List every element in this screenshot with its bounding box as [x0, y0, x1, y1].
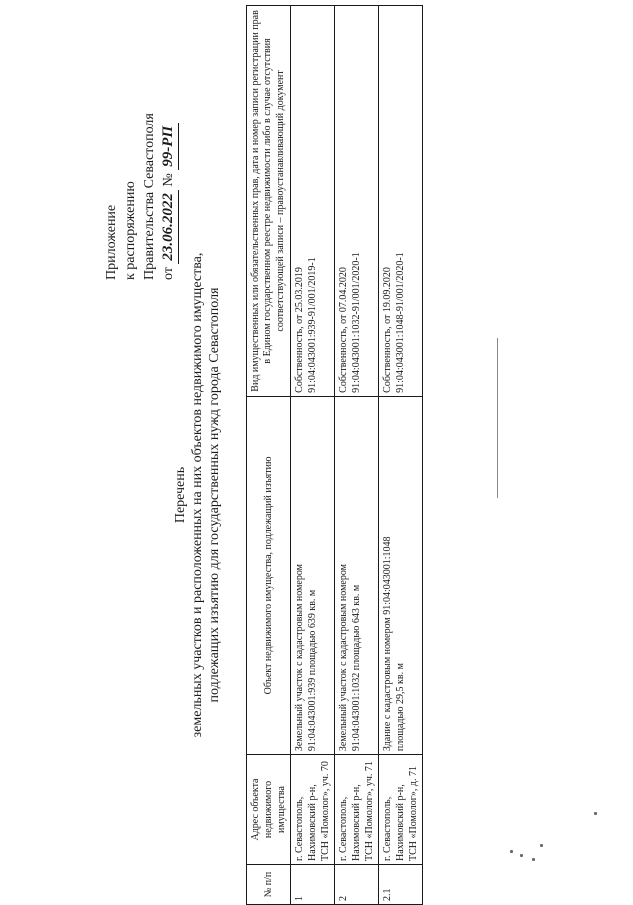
document-title	[172, 235, 223, 755]
row-address	[335, 755, 379, 865]
title-line-3: подлежащих изъятию для государственных нужд города Севастополя	[207, 287, 222, 703]
table-row	[291, 6, 335, 905]
address-line: г. Севастополь,	[338, 796, 349, 861]
scan-speck	[520, 854, 523, 857]
scan-speck	[540, 844, 543, 847]
separator-line	[497, 338, 498, 498]
row-address	[291, 755, 335, 865]
handwritten-date: 23.06.2022	[159, 190, 179, 264]
title-line-2: земельных участков и расположенных на них объектов недвижимого имущества,	[190, 252, 205, 738]
header-object: Объект недвижимого имущества, подлежащий изъятию	[247, 396, 291, 754]
row-rights	[291, 6, 335, 397]
scan-speck	[510, 850, 513, 853]
scan-speck	[594, 812, 597, 815]
rights-line: Собственность, от 19.09.2020	[382, 267, 393, 393]
table-row	[335, 6, 379, 905]
row-object	[291, 396, 335, 754]
row-object	[335, 396, 379, 754]
object-line: 91:04:043001:1032 площадью 643 кв. м	[351, 584, 362, 752]
handwritten-number: 99-РП	[159, 123, 179, 170]
object-line: Здание с кадастровым номером 91:04:043001:1048	[382, 536, 393, 752]
rights-line: 91:04:043001:1048-91/001/2020-1	[395, 252, 406, 393]
address-line: г. Севастополь,	[294, 796, 305, 861]
rights-line: 91:04:043001:1032-91/001/2020-1	[351, 252, 362, 393]
row-num: 2	[335, 864, 379, 904]
row-num: 2.1	[379, 864, 423, 904]
property-table	[246, 5, 423, 905]
number-prefix: №	[161, 173, 176, 187]
appendix-block	[102, 0, 179, 280]
rights-line: Собственность, от 25.03.2019	[294, 267, 305, 393]
address-line: Нахимовский р-н,	[395, 784, 406, 861]
title-line-1: Перечень	[173, 466, 188, 524]
table-header-row	[247, 6, 291, 905]
object-line: Земельный участок с кадастровым номером	[294, 564, 305, 752]
header-num: № п/п	[247, 864, 291, 904]
date-prefix: от	[161, 267, 176, 280]
object-line: 91:04:043001:939 площадью 639 кв. м	[307, 589, 318, 752]
object-line: Земельный участок с кадастровым номером	[338, 564, 349, 752]
address-line: ТСН «Помолог», д. 71	[408, 766, 419, 861]
header-rights: Вид имущественных или обязательственных прав, дата и номер записи регистрации прав в Едином государственном реестре недвижимости либо в случае отсутствия соответствующей записи – правоустанавливающий документ	[247, 6, 291, 397]
row-num: 1	[291, 864, 335, 904]
appendix-line-1: Приложение	[104, 204, 119, 280]
address-line: г. Севастополь,	[382, 796, 393, 861]
address-line: Нахимовский р-н,	[307, 784, 318, 861]
table-row	[379, 6, 423, 905]
rights-line: Собственность, от 07.04.2020	[338, 267, 349, 393]
row-rights	[379, 6, 423, 397]
row-object	[379, 396, 423, 754]
rights-line: 91:04:043001:939-91/001/2019-1	[307, 257, 318, 393]
row-rights	[335, 6, 379, 397]
address-line: Нахимовский р-н,	[351, 784, 362, 861]
appendix-line-2: к распоряжению	[123, 181, 138, 280]
appendix-line-3: Правительства Севастополя	[142, 113, 157, 280]
object-line: площадью 29,5 кв. м	[395, 663, 406, 752]
address-line: ТСН «Помолог», уч. 70	[320, 761, 331, 861]
header-address: Адрес объекта недвижимого имущества	[247, 755, 291, 865]
scan-speck	[532, 858, 535, 861]
row-address	[379, 755, 423, 865]
address-line: ТСН «Помолог», уч. 71	[364, 761, 375, 861]
